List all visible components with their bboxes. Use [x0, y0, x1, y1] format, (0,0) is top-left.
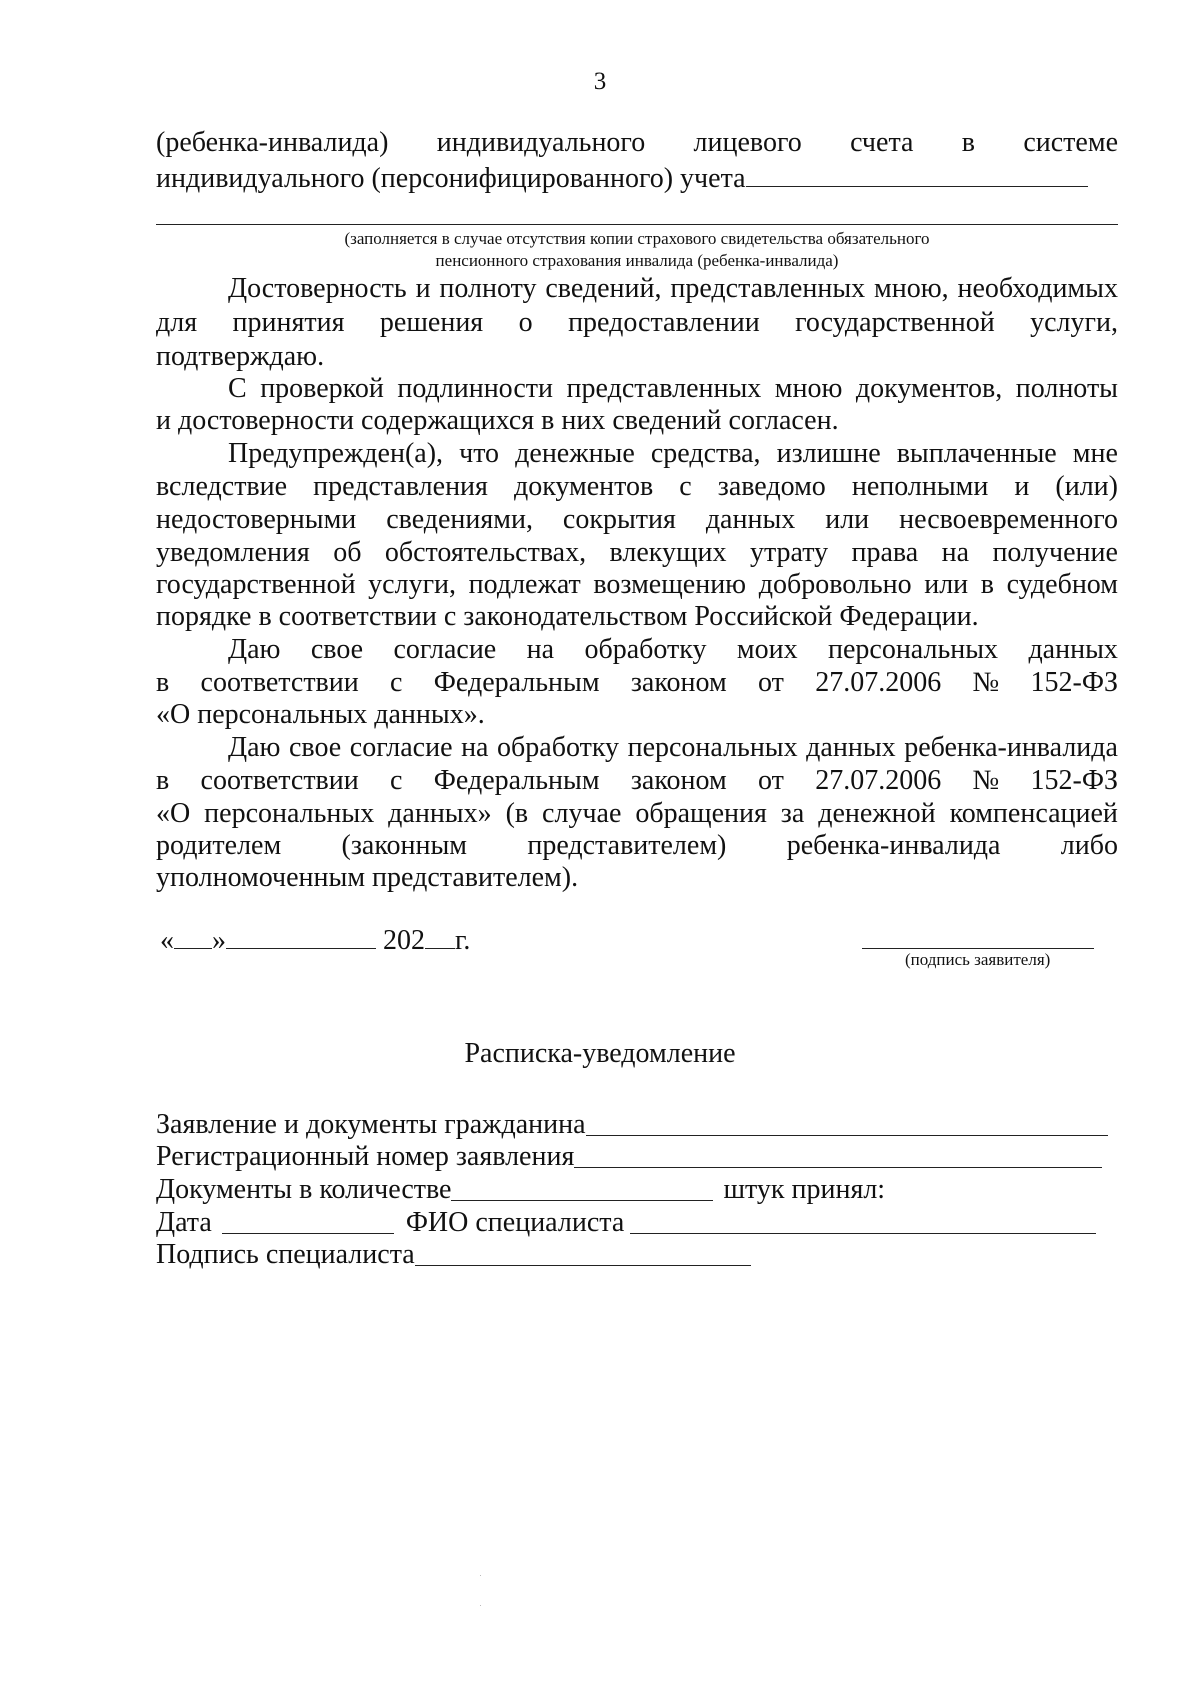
text-line [156, 764, 1118, 798]
word: услуги, [1030, 307, 1118, 338]
fio-label: ФИО специалиста [405, 1207, 625, 1238]
text-line [156, 372, 1118, 406]
word: законом [630, 667, 727, 698]
word: (законным [341, 830, 468, 861]
text-line [156, 503, 1118, 537]
text-line: уполномоченным представителем). [156, 862, 579, 893]
text-line [156, 666, 1118, 700]
word: счета [850, 127, 914, 158]
page-number: 3 [593, 68, 607, 95]
date-year-suffix: г. [455, 925, 471, 956]
date-close-quote: » [212, 925, 226, 956]
specialist-signature-field[interactable] [415, 1239, 751, 1266]
word: индивидуального [436, 127, 646, 158]
word: представителем) [527, 830, 727, 861]
word: соответствии [200, 667, 359, 698]
footnote-line: (заполняется в случае отсутствия копии страхового свидетельства обязательного [344, 229, 930, 248]
word: свое [289, 732, 342, 763]
footnote [156, 228, 1118, 272]
word: сведений, [545, 273, 662, 304]
word: государственной [795, 307, 995, 338]
date-year-field[interactable] [425, 922, 455, 949]
word: от [758, 765, 784, 796]
word: ребенка-инвалида [904, 732, 1118, 763]
word: персональных [827, 634, 999, 665]
word: лицевого [693, 127, 802, 158]
reg-number-label: Регистрационный номер заявления [156, 1141, 575, 1172]
word: персональных [204, 798, 375, 829]
text-line [156, 731, 1118, 765]
word: данных» [388, 798, 492, 829]
word: мне [1072, 438, 1118, 469]
word: недостоверными [156, 504, 357, 535]
count-label: Документы в количестве [156, 1174, 452, 1205]
text-line [156, 633, 1118, 667]
text-line [156, 797, 1118, 831]
docs-label: Заявление и документы гражданина [156, 1109, 586, 1140]
receipt-row [156, 1206, 1096, 1240]
word: представленных [670, 273, 866, 304]
word: с [390, 667, 403, 698]
word: подлинности [397, 373, 554, 404]
word: в [961, 127, 976, 158]
word: № [972, 765, 1000, 796]
word: «О [156, 798, 191, 829]
word: решения [379, 307, 484, 338]
date-open-quote: « [160, 925, 174, 956]
word: в [980, 569, 994, 600]
text-line [156, 160, 1118, 194]
word: излишне [776, 438, 881, 469]
word: Даю [228, 634, 281, 665]
word: полноты [1015, 373, 1118, 404]
word: представленных [566, 373, 762, 404]
word: данных [1028, 634, 1118, 665]
word: с [679, 471, 692, 502]
word: случае [542, 798, 622, 829]
date-label: Дата [156, 1207, 212, 1238]
word: персональных [627, 732, 798, 763]
word: свое [310, 634, 364, 665]
word: неполными [851, 471, 989, 502]
footnote-line: пенсионного страхования инвалида (ребенка-инвалида) [435, 251, 839, 270]
doc-count-field[interactable] [451, 1174, 713, 1201]
scan-speck [480, 1605, 481, 1606]
word: представления [313, 471, 488, 502]
word: что [459, 438, 500, 469]
word: 152-ФЗ [1030, 765, 1118, 796]
word: уведомления [156, 537, 310, 568]
word: 27.07.2006 [815, 765, 942, 796]
reg-number-field[interactable] [574, 1141, 1102, 1168]
word: услуги, [368, 569, 457, 600]
word: об [333, 537, 362, 568]
word: добровольно [758, 569, 912, 600]
word: мною [774, 373, 843, 404]
text-line [156, 568, 1118, 602]
word: в [156, 667, 170, 698]
text-line [156, 126, 1118, 160]
word: № [972, 667, 1000, 698]
word: подлежат [468, 569, 581, 600]
word: обстоятельствах, [384, 537, 587, 568]
word: о [518, 307, 533, 338]
word: согласие [349, 732, 453, 763]
word: системе [1023, 127, 1118, 158]
word: 27.07.2006 [815, 667, 942, 698]
word: или [825, 504, 870, 535]
account-field[interactable] [746, 160, 1088, 187]
word: необходимых [957, 273, 1118, 304]
word: 152-ФЗ [1030, 667, 1118, 698]
word: от [758, 667, 784, 698]
word: судебном [1006, 569, 1118, 600]
receipt-row [156, 1238, 751, 1272]
word: согласие [393, 634, 497, 665]
word: моих [736, 634, 798, 665]
text-line [156, 437, 1118, 471]
word: данных [806, 732, 896, 763]
word: сведениями, [386, 504, 533, 535]
word: выплаченные [896, 438, 1057, 469]
receipt-row [156, 1140, 1102, 1174]
word: на [526, 634, 555, 665]
word: родителем [156, 830, 282, 861]
receipt-date-field[interactable] [222, 1207, 394, 1234]
word: либо [1060, 830, 1118, 861]
word: и [415, 273, 431, 304]
date-day-field[interactable] [174, 922, 212, 949]
word: влекущих [609, 537, 727, 568]
text-line [156, 272, 1118, 306]
word: на [941, 537, 970, 568]
word: Федеральным [433, 765, 600, 796]
applicant-signature-field[interactable] [862, 948, 1094, 949]
word: заведомо [717, 471, 826, 502]
text-line: и достоверности содержащихся в них сведений согласен. [156, 405, 839, 436]
account-label: индивидуального (персонифицированного) учета [156, 163, 746, 194]
word: (в [505, 798, 529, 829]
word: проверкой [260, 373, 384, 404]
word: предоставлении [568, 307, 760, 338]
word: соответствии [200, 765, 359, 796]
word: государственной [156, 569, 356, 600]
word: для [156, 307, 198, 338]
word: денежной [818, 798, 936, 829]
word: утрату [749, 537, 829, 568]
word: Федеральным [433, 667, 600, 698]
word: возмещению [593, 569, 747, 600]
word: обработку [584, 634, 707, 665]
text-line: порядке в соответствии с законодательством Российской Федерации. [156, 601, 979, 632]
text-line: подтверждаю. [156, 341, 325, 372]
word: и [1014, 471, 1030, 502]
word: принятия [232, 307, 345, 338]
word: или [924, 569, 969, 600]
signature-caption: (подпись заявителя) [905, 950, 1051, 969]
receipt-title: Расписка-уведомление [464, 1038, 736, 1069]
word: несвоевременного [899, 504, 1118, 535]
word: компенсацией [949, 798, 1118, 829]
date-month-field[interactable] [226, 922, 376, 949]
word: обращения [635, 798, 767, 829]
word: Предупрежден(а), [228, 438, 444, 469]
word: (ребенка-инвалида) [156, 127, 389, 158]
text-line [156, 829, 1118, 863]
word: ребенка-инвалида [786, 830, 1001, 861]
text-line [156, 306, 1118, 340]
word: полноту [439, 273, 537, 304]
word: Достоверность [228, 273, 407, 304]
word: на [461, 732, 489, 763]
word: вследствие [156, 471, 288, 502]
word: документов [513, 471, 654, 502]
word: денежные [515, 438, 635, 469]
word: за [780, 798, 805, 829]
text-line: «О персональных данных». [156, 699, 485, 730]
word: средства, [650, 438, 761, 469]
receipt-row [156, 1108, 1108, 1142]
scan-speck [480, 1575, 481, 1576]
account-field-continuation[interactable] [156, 224, 1118, 225]
word: получение [992, 537, 1118, 568]
count-suffix: штук принял: [723, 1174, 886, 1205]
word: Даю [228, 732, 281, 763]
specialist-name-field[interactable] [630, 1207, 1096, 1234]
word: С [228, 373, 247, 404]
text-line [156, 470, 1118, 504]
citizen-name-field[interactable] [586, 1109, 1108, 1136]
date-year-prefix: 202 [383, 925, 425, 956]
word: документов, [855, 373, 1003, 404]
word: законом [630, 765, 727, 796]
word: данных [705, 504, 796, 535]
date-line [160, 922, 660, 956]
receipt-row [156, 1173, 885, 1207]
word: мною, [874, 273, 949, 304]
word: обработку [497, 732, 620, 763]
word: сокрытия [562, 504, 676, 535]
signature-label: Подпись специалиста [156, 1239, 415, 1270]
word: в [156, 765, 170, 796]
word: права [851, 537, 919, 568]
text-line [156, 536, 1118, 570]
word: (или) [1055, 471, 1118, 502]
word: с [390, 765, 403, 796]
